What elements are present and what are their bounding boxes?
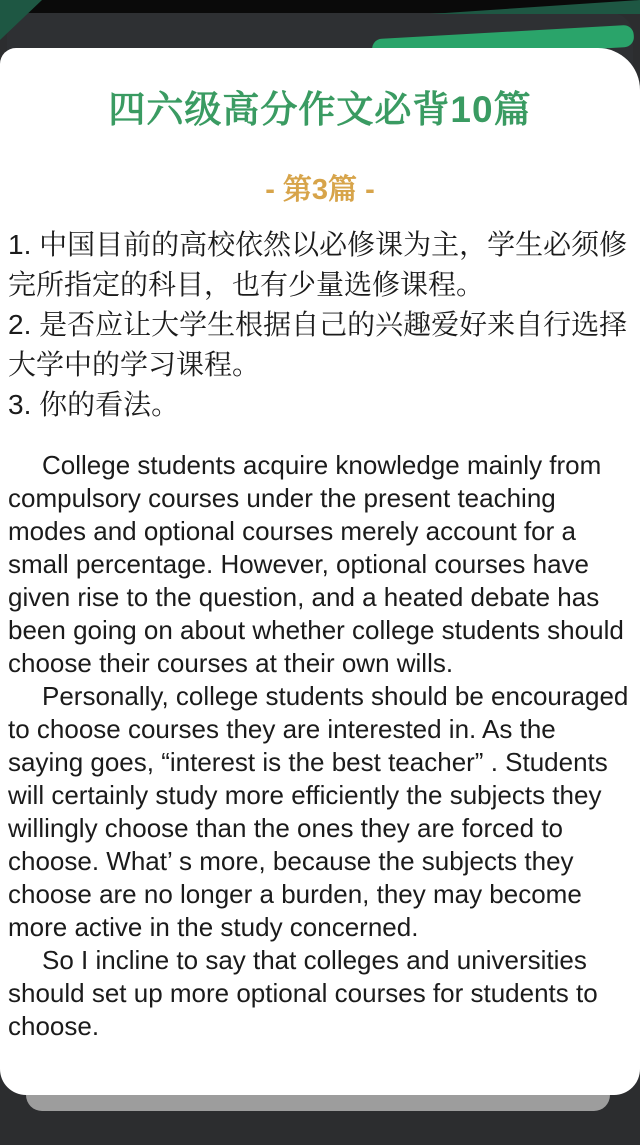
section-heading: - 第3篇 - <box>265 173 375 206</box>
page-title: 四六级高分作文必背10篇 <box>108 89 532 130</box>
essay-paragraph: College students acquire knowledge mainly from compulsory courses under the present teaching modes and optional courses merely account for a small percentage. However, optional courses have given rise to the question, and a heated debate has been going on about whether college students should choose their courses at their own wills. <box>8 449 624 678</box>
prompt-item: 3. 你的看法。 <box>8 388 180 420</box>
prompt-block <box>8 225 632 425</box>
essay-paragraph: Personally, college students should be encouraged to choose courses they are interested in. As the saying goes, “interest is the best teacher” . Students will certainly study more efficiently the subjects they willingly choose than the ones they are forced to choose. What’ s more, because the subjects they choose are no longer a burden, they may become more active in the study concerned. <box>8 680 629 942</box>
prompt-item: 2. 是否应让大学生根据自己的兴趣爱好来自行选择大学中的学习课程。 <box>8 308 628 380</box>
prompt-item: 1. 中国目前的高校依然以必修课为主，学生必须修完所指定的科目，也有少量选修课程。 <box>8 228 628 300</box>
essay-paragraph: So I incline to say that colleges and universities should set up more optional courses for students to choose. <box>8 944 598 1041</box>
under-card-gray-band <box>26 1095 610 1111</box>
essay-block <box>8 449 632 1043</box>
content-card <box>0 48 640 1095</box>
